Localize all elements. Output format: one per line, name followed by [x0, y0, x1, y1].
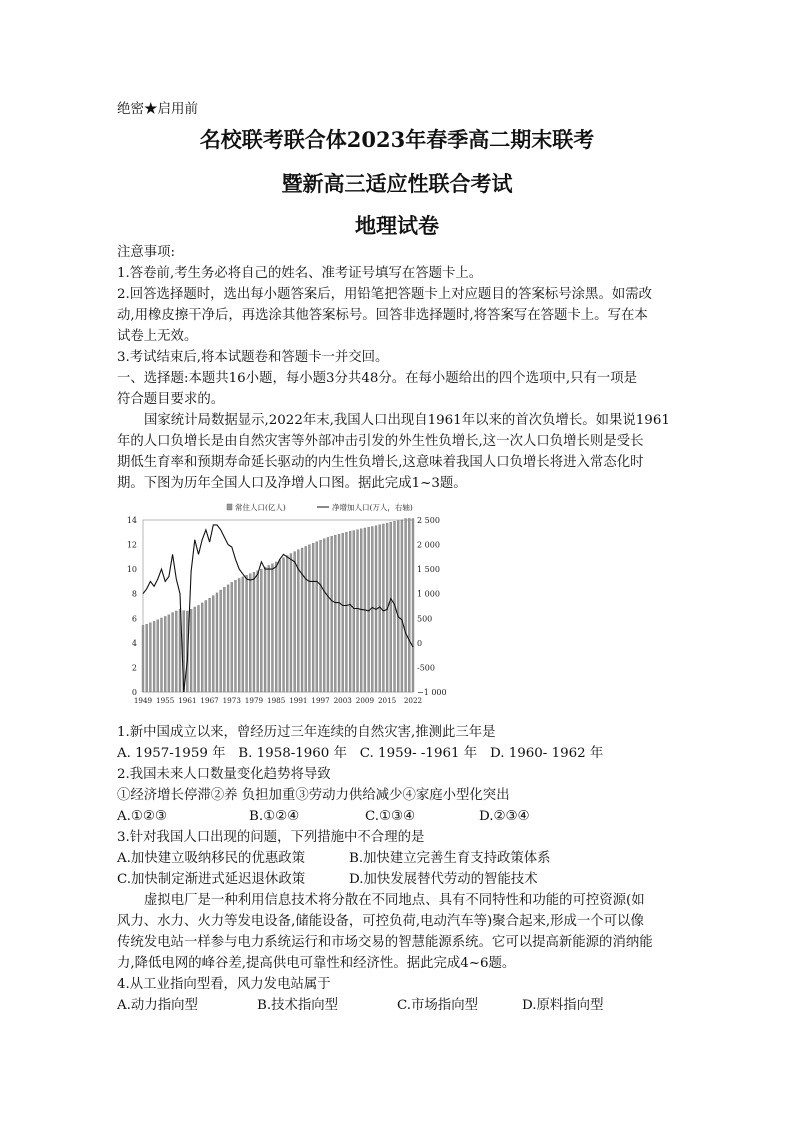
note-2-line-3: 试卷上无效。: [117, 329, 198, 344]
bar-1983: [268, 565, 270, 692]
bar-1986: [279, 560, 281, 692]
q2-option-b: B.①②④: [249, 809, 300, 824]
bar-1997: [320, 540, 322, 692]
legend-bar-swatch: [227, 504, 232, 510]
section-heading-cont: 符合题目要求的。: [117, 392, 225, 407]
passage1-line-4: 期。下图为历年全国人口及净增人口图。据此完成1~3题。: [117, 476, 467, 491]
notes-block: [117, 242, 679, 494]
bar-1996: [316, 542, 318, 692]
bar-2008: [360, 529, 362, 692]
x-tick-label-1997: 1997: [311, 696, 330, 705]
q1-option-c: C. 1959- -1961 年: [359, 746, 478, 761]
left-tick-label-4: 4: [131, 638, 137, 648]
passage2-line-2: 风力、水力、火力等发电设备,储能设备，可控负荷,电动汽车等)聚合起来,形成一个可以像: [117, 914, 644, 929]
bar-1969: [216, 593, 218, 692]
q3-stem: 3.针对我国人口出现的问题，下列措施中不合理的是: [117, 830, 425, 845]
bar-1958: [175, 611, 177, 692]
bar-1979: [253, 572, 255, 692]
bar-2016: [390, 522, 392, 692]
bar-2020: [405, 519, 407, 692]
bar-2018: [397, 521, 399, 692]
q2-stem: 2.我国未来人口数量变化趋势将导致: [117, 767, 331, 782]
q3-option-b: B.加快建立完善生育支持政策体系: [349, 851, 551, 866]
passage1-line-1: 国家统计局数据显示,2022年末,我国人口出现自1961年以来的首次负增长。如果说1961: [144, 413, 670, 428]
bar-1953: [157, 620, 159, 692]
legend-bar-label: 常住人口(亿人): [235, 503, 286, 512]
right-tick-label-7: 2 500: [417, 516, 440, 525]
x-tick-label-1961: 1961: [178, 696, 197, 705]
note-1: 1.答卷前,考生务必将自己的姓名、准考证号填写在答题卡上。: [117, 266, 483, 281]
right-tick-label-0: −1 000: [417, 688, 447, 697]
subject-title: 地理试卷: [355, 213, 439, 238]
bar-1954: [160, 618, 162, 692]
bar-1982: [264, 567, 266, 692]
bar-2001: [334, 535, 336, 692]
bar-2003: [342, 533, 344, 692]
bar-1962: [190, 609, 192, 692]
x-tick-label-2009: 2009: [355, 696, 375, 705]
bar-1972: [227, 585, 229, 692]
right-tick-label-3: 500: [417, 614, 433, 624]
bar-1981: [260, 569, 262, 692]
bar-2000: [331, 536, 333, 692]
legend-line-label: 净增加人口(万人，右轴): [332, 503, 413, 512]
bar-1964: [197, 605, 199, 692]
bar-1991: [297, 550, 299, 692]
bar-1951: [149, 623, 151, 692]
bar-1985: [275, 562, 277, 692]
bar-1973: [231, 582, 233, 692]
q2-option-d: D.②③④: [479, 809, 530, 824]
bar-1963: [194, 607, 196, 692]
right-tick-label-1: -500: [417, 663, 435, 673]
bar-1998: [323, 539, 325, 692]
bar-1949: [142, 625, 144, 692]
bar-1968: [212, 596, 214, 692]
q1-options: [117, 743, 679, 764]
passage1-line-2: 年的人口负增长是由自然灾害等外部冲击引发的外生性负增长,这一次人口负增长则是受长: [117, 434, 644, 449]
q3-option-d: D.加快发展替代劳动的智能技术: [349, 872, 538, 887]
left-tick-label-10: 10: [126, 565, 137, 575]
left-tick-label-0: 0: [131, 688, 137, 697]
q2-option-c: C.①③④: [365, 809, 416, 824]
bar-2004: [345, 532, 347, 692]
bar-1966: [205, 600, 207, 692]
q3-options-row2: [117, 869, 679, 890]
bar-2005: [349, 531, 351, 692]
bar-2021: [408, 518, 410, 692]
q2-option-a: A.①②③: [117, 809, 167, 824]
passage1-line-3: 期低生育率和预期寿命延长驱动的内生性负增长,这意味着我国人口负增长将进入常态化时: [117, 455, 644, 470]
bar-1956: [168, 615, 170, 692]
q3-options-row1: [117, 848, 679, 869]
x-tick-label-1949: 1949: [133, 696, 153, 705]
passage2-line-4: 力,降低电网的峰谷差,提高供电可靠性和经济性。据此完成4~6题。: [117, 956, 516, 971]
bar-1957: [172, 613, 174, 692]
bar-2011: [371, 527, 373, 692]
bar-1955: [164, 616, 166, 692]
q4-option-a: A.动力指向型: [117, 998, 198, 1013]
bar-1965: [201, 603, 203, 692]
bar-2002: [338, 534, 340, 692]
bar-1994: [308, 545, 310, 692]
bar-1984: [271, 564, 273, 692]
left-tick-label-2: 2: [131, 663, 137, 673]
passage2-line-1: 虚拟电厂是一种利用信息技术将分散在不同地点、具有不同特性和功能的可控资源(如: [144, 893, 645, 908]
bar-2014: [382, 524, 384, 692]
left-tick-label-8: 8: [131, 589, 137, 599]
bar-1995: [312, 543, 314, 692]
notes-heading: 注意事项:: [117, 245, 176, 260]
bar-1987: [283, 558, 285, 692]
q4-option-c: C.市场指向型: [397, 998, 478, 1013]
exam-title: 名校联考联合体2023年春季高二期末联考: [199, 127, 595, 152]
q3-option-c: C.加快制定渐进式延迟退休政策: [117, 872, 306, 887]
bar-2019: [401, 520, 403, 692]
bar-1980: [257, 571, 259, 692]
q1-option-a: A. 1957-1959 年: [117, 746, 226, 761]
exam-subtitle: 暨新高三适应性联合考试: [281, 171, 513, 196]
questions-block: [117, 722, 679, 1016]
bar-1978: [249, 574, 251, 692]
bar-1970: [220, 590, 222, 692]
bar-1990: [294, 552, 296, 692]
note-2-line-1: 2.回答选择题时，选出每小题答案后，用铅笔把答题卡上对应题目的答案标号涂黑。如需改: [117, 287, 653, 302]
bar-1989: [290, 554, 292, 692]
x-tick-label-1973: 1973: [222, 696, 241, 705]
bar-1950: [146, 624, 148, 692]
bar-1988: [286, 556, 288, 692]
x-tick-label-2015: 2015: [377, 696, 397, 705]
x-tick-label-1985: 1985: [267, 696, 286, 705]
q4-option-b: B.技术指向型: [257, 998, 339, 1013]
passage2-line-3: 传统发电站一样参与电力系统运行和市场交易的智慧能源系统。它可以提高新能源的消纳能: [117, 935, 653, 950]
bar-1975: [238, 578, 240, 692]
population-chart: [117, 498, 465, 720]
q1-option-d: D. 1960- 1962 年: [489, 746, 604, 761]
bar-1967: [209, 598, 211, 692]
left-tick-label-12: 12: [126, 540, 137, 550]
q3-option-a: A.加快建立吸纳移民的优惠政策: [117, 851, 306, 866]
bar-1999: [327, 537, 329, 692]
q1-option-b: B. 1958-1960 年: [238, 746, 347, 761]
right-tick-label-4: 1 000: [417, 589, 440, 599]
bar-2007: [357, 530, 359, 692]
left-tick-label-14: 14: [126, 516, 137, 525]
bar-1952: [153, 621, 155, 692]
x-tick-label-1955: 1955: [156, 696, 175, 705]
q2-items: ①经济增长停滞②养 负担加重③劳动力供给减少④家庭小型化突出: [117, 788, 510, 803]
bar-1976: [242, 577, 244, 692]
bar-1992: [301, 548, 303, 692]
bar-2022: [412, 519, 414, 692]
bar-1977: [246, 575, 248, 692]
secret-label: 绝密★启用前: [117, 101, 198, 117]
section-heading: 一、选择题:本题共16小题，每小题3分共48分。在每小题给出的四个选项中,只有一项是: [117, 371, 638, 386]
q4-options: [117, 995, 679, 1016]
x-tick-label-1991: 1991: [289, 696, 308, 705]
x-tick-label-1979: 1979: [244, 696, 264, 705]
q1-stem: 1.新中国成立以来，曾经历过三年连续的自然灾害,推测此三年是: [117, 725, 496, 740]
x-tick-label-2022: 2022: [403, 696, 423, 705]
right-tick-label-2: 0: [417, 638, 423, 648]
x-tick-label-2003: 2003: [333, 696, 352, 705]
bar-1993: [305, 546, 307, 692]
bar-1974: [234, 580, 236, 692]
q4-stem: 4.从工业指向型看，风力发电站属于: [117, 977, 331, 992]
x-tick-label-1967: 1967: [200, 696, 219, 705]
q4-option-d: D.原料指向型: [522, 998, 604, 1013]
note-2-line-2: 动,用橡皮擦干净后，再选涂其他答案标号。回答非选择题时,将答案写在答题卡上。写在本: [117, 308, 648, 323]
right-tick-label-5: 1 500: [417, 565, 440, 575]
bar-2006: [353, 531, 355, 692]
note-3: 3.考试结束后,将本试题卷和答题卡一并交回。: [117, 350, 389, 365]
bar-1971: [223, 587, 225, 692]
right-tick-label-6: 2 000: [417, 540, 440, 550]
left-tick-label-6: 6: [131, 614, 137, 624]
q2-options: [117, 806, 679, 827]
